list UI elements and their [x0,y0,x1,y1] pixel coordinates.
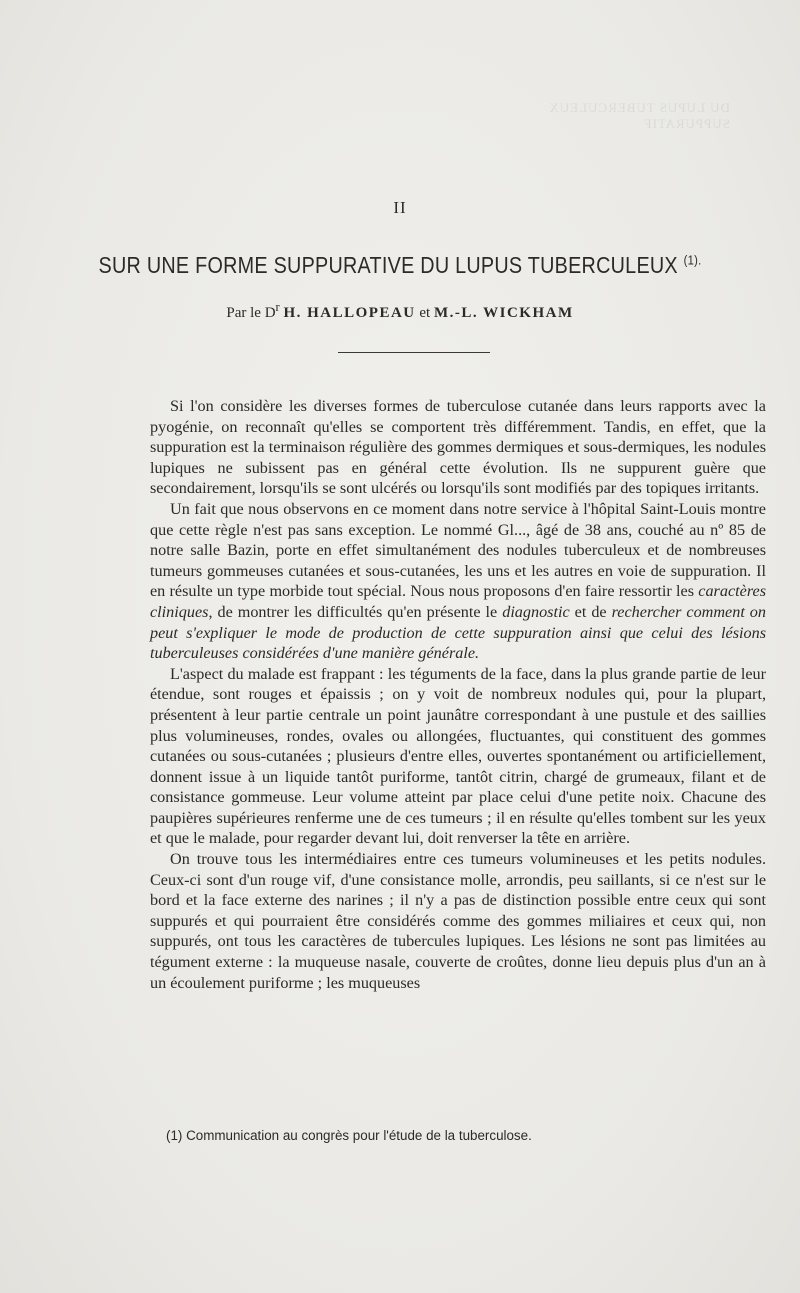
author-2: M.-L. WICKHAM [433,305,574,321]
author-1: H. HALLOPEAU [283,305,416,321]
paragraph-2-text-a: Un fait que nous observons en ce moment dans notre service à l'hôpital Saint-Louis montre que cette règle n'est pas sans exception. Le nommé Gl..., âgé de 38 ans, couché au nº 85 de notre salle Bazin, porte en effet simultanément des nodules tuberculeux et de nombreuses tumeurs gommeuses cutanées et sous-cutanées, les uns et les autres en voie de suppuration. Il en résulte un type morbide tout spécial. Nous nous proposons d'en faire ressortir les [150,499,766,601]
paragraph-3: L'aspect du malade est frappant : les téguments de la face, dans la plus grande partie de leur étendue, sont rouges et épaissis ; on y voit de nombreux nodules qui, pour la plupart, présentent à leur partie centrale un point jaunâtre correspondant à une pustule et des saillies plus volumineuses, rondes, ovales ou allongées, fluctuantes, qui constituent des gommes cutanées ou sous-cutanées ; plusieurs d'entre elles, ouvertes spontanément ou artificiellement, donnent issue à un liquide tantôt puriforme, tantôt citrin, chargé de grumeaux, filant et de consistance gommeuse. Leur volume atteint par place celui d'une petite noix. Chacune des paupières supérieures renferme une de ces tumeurs ; il en résulte qu'elles tombent sur les yeux et que le malade, pour regarder devant lui, doit renverser la tête en arrière. [150,664,766,848]
byline-prefix: Par le D [226,305,276,321]
bleed-through-text: DU LUPUS TUBERCULEUX SUPPURATIF [548,100,730,131]
title-footnote-marker: (1). [683,252,702,268]
article-body [150,396,766,993]
byline-conjunction: et [419,305,431,321]
section-number: II [393,198,407,217]
emphasis-diagnosis: diagnostic [502,602,570,621]
byline [0,300,800,322]
footnote: (1) Communication au congrès pour l'étude de la tuberculose. [166,1128,532,1143]
title-text: SUR UNE FORME SUPPURATIVE DU LUPUS TUBERCULEUX [98,252,678,278]
byline-prefix-sup: r [275,300,280,314]
paragraph-2-text-b: , de montrer les difficultés qu'en présente le [208,602,498,621]
paragraph-2 [150,499,766,664]
article-title [56,252,744,279]
title-divider [338,352,490,353]
emphasis-clinical: caractères cliniques [150,582,767,621]
paragraph-4: On trouve tous les intermédiaires entre ces tumeurs volumineuses et les petits nodules. Ceux-ci sont d'un rouge vif, d'une consistance molle, arrondis, peu saillants, si ce n'est sur le bord et la face externe des narines ; il n'y a pas de distinction possible entre ceux qui sont suppurés et qui pourraient être considérés comme des gommes miliaires et ceux qui, non suppurés, ont tous les caractères de tubercules lupiques. Les lésions ne sont pas limitées au tégument externe : la muqueuse nasale, couverte de croûtes, donne lieu depuis plus d'un an à un écoulement puriforme ; les muqueuses [150,850,766,992]
paragraph-1: Si l'on considère les diverses formes de tuberculose cutanée dans leurs rapports avec la pyogénie, on reconnaît qu'elles se comportent très différemment. Tandis, en effet, que la suppuration est la terminaison régulière des gommes dermiques et sous-dermiques, les nodules lupiques ne subissent pas en général cette évolution. Ils ne suppurent guère que secondairement, lorsqu'ils se sont ulcérés ou lorsqu'ils sont modifiés par des topiques irritants. [150,397,766,498]
paragraph-2-text-c: et de [574,602,607,621]
emphasis-research: rechercher comment on peut s'expliquer le mode de production de cette suppuration ainsi que celui des lésions tuberculeuses considérées d'une manière générale. [150,602,766,663]
